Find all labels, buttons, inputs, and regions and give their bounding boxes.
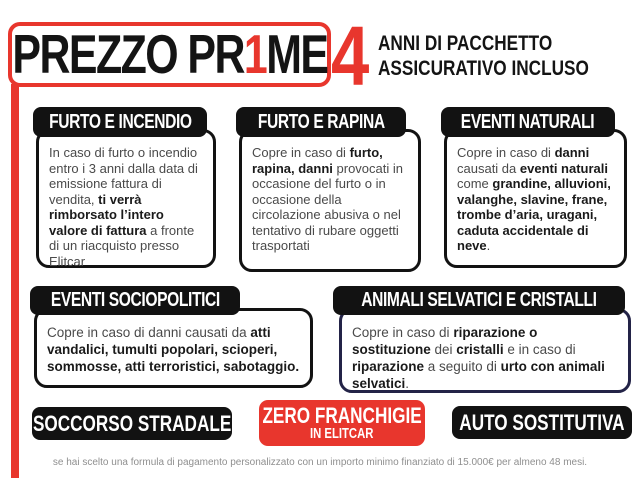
card-header-eventi-naturali	[441, 107, 615, 137]
pill-label-line2: IN ELITCAR	[310, 426, 374, 442]
card-header-furto-incendio	[33, 107, 207, 137]
card-header-animali-cristalli	[333, 286, 625, 315]
title-highlight-digit: 1	[243, 23, 266, 85]
card-body-eventi-naturali: Copre in caso di danni causati da eventi naturali come grandine, alluvioni, valanghe, slavine, frane, trombe d’aria, uragani, caduta accidentale di neve.	[444, 129, 627, 268]
card-title: ANIMALI SELVATICI E CRISTALLI	[361, 289, 597, 311]
card-title: EVENTI SOCIOPOLITICI	[50, 289, 220, 311]
years-caption	[378, 31, 640, 81]
card-header-furto-rapina	[236, 107, 406, 137]
years-number: 4	[331, 9, 370, 103]
pill-label-line1: ZERO FRANCHIGIE	[262, 403, 422, 428]
pill-label: SOCCORSO STRADALE	[32, 410, 232, 436]
card-body-furto-incendio: In caso di furto o incendio entro i 3 anni dalla data di emissione fattura di vendita, ti verrà rimborsato l’intero valore di fattura a fronte di un riacquisto presso Elitcar	[36, 129, 216, 268]
pill-label: AUTO SOSTITUTIVA	[459, 409, 625, 435]
card-body-animali-cristalli: Copre in caso di riparazione o sostituzione dei cristalli e in caso di riparazione a seguito di urto con animali selvatici.	[339, 308, 631, 393]
page-title: PREZZO PR1ME	[12, 23, 327, 85]
card-body-furto-rapina: Copre in caso di furto, rapina, danni provocati in occasione del furto o in occasione della circolazione abusiva o nel tentativo di rubare oggetti trasportati	[239, 129, 421, 272]
pill-auto-sostitutiva	[452, 406, 632, 439]
card-title: FURTO E RAPINA	[257, 110, 385, 133]
card-title: FURTO E INCENDIO	[48, 110, 192, 133]
card-body-eventi-sociopolitici: Copre in caso di danni causati da atti vandalici, tumulti popolari, scioperi, sommosse, atti terroristici, sabotaggio.	[34, 308, 313, 388]
disclaimer-text: se hai scelto una formula di pagamento personalizzato con un importo minimo finanziato di 15.000€ per almeno 48 mesi.	[52, 457, 588, 468]
years-caption-line1: ANNI DI PACCHETTO	[378, 31, 553, 55]
pill-zero-franchigie	[259, 400, 425, 446]
pill-soccorso-stradale	[32, 407, 232, 440]
years-caption-line2: ASSICURATIVO INCLUSO	[378, 56, 589, 80]
card-header-eventi-sociopolitici	[30, 286, 240, 315]
title-box	[8, 22, 331, 87]
card-title: EVENTI NATURALI	[461, 110, 595, 133]
red-accent-bar	[11, 84, 19, 478]
